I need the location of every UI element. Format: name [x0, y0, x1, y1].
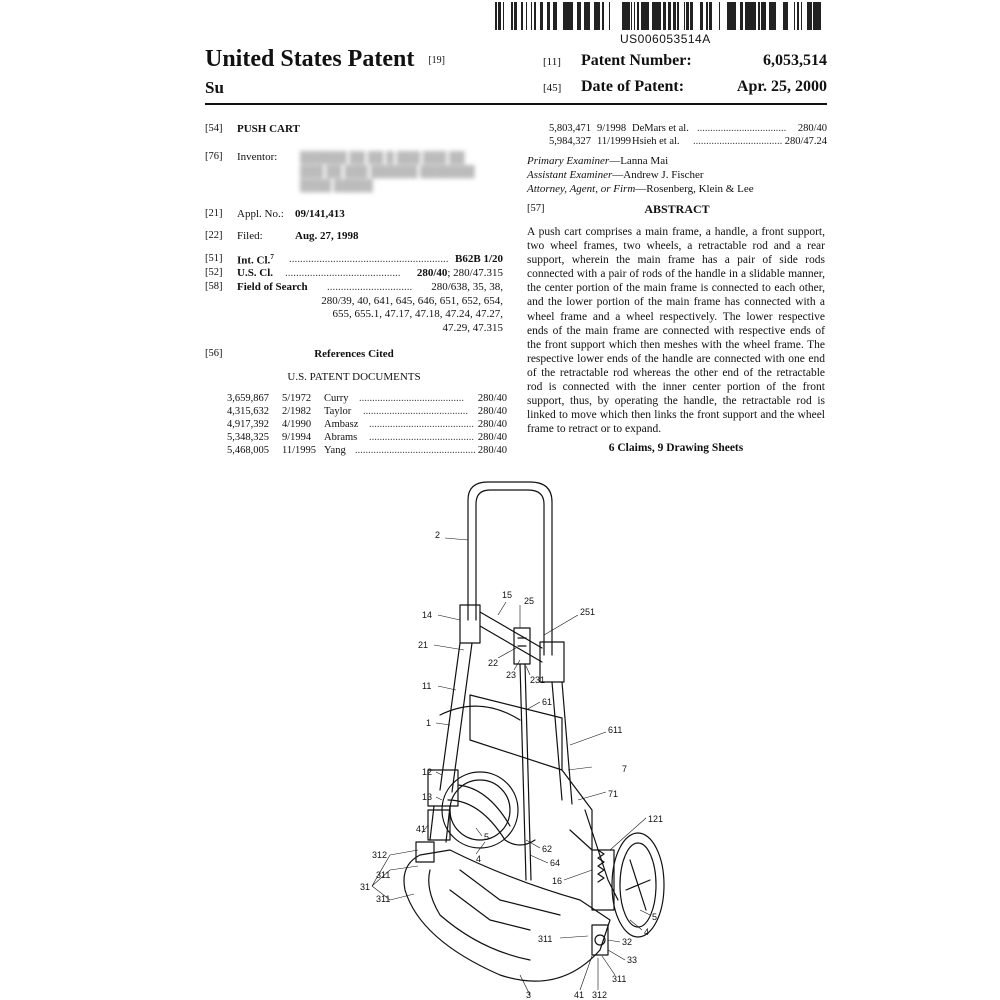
reference-row: 5,984,327 11/1999 Hsieh et al. .................................. 280/47.24 [549, 136, 827, 147]
fos-label: Field of Search [237, 281, 308, 293]
svg-text:71: 71 [608, 789, 619, 799]
svg-text:41: 41 [416, 824, 427, 834]
patent-number-label: Patent Number: [581, 52, 692, 69]
svg-text:22: 22 [488, 658, 499, 668]
abstract-heading-row [527, 202, 827, 214]
reference-row: 4,315,632 2/1982 Taylor ........................................ 280/40 [227, 406, 507, 417]
svg-text:32: 32 [622, 937, 633, 947]
fos-code: [58] [205, 281, 223, 292]
patent-number-row [543, 52, 827, 72]
primary-examiner: Primary Examiner—Lanna Mai [527, 155, 669, 167]
inventor-surname: Su [205, 78, 224, 97]
svg-text:25: 25 [524, 596, 535, 606]
svg-text:251: 251 [580, 607, 596, 617]
svg-text:33: 33 [627, 955, 638, 965]
uscl-value: 280/40; 280/47.315 [416, 267, 503, 279]
svg-text:64: 64 [550, 858, 561, 868]
svg-text:7: 7 [622, 764, 628, 774]
attorney: Attorney, Agent, or Firm—Rosenberg, Klein & Lee [527, 183, 754, 195]
header-rule [205, 103, 827, 105]
svg-text:311: 311 [538, 934, 553, 944]
abstract-code: [57] [527, 203, 545, 214]
title-text: United States Patent [205, 46, 415, 72]
intcl-code: [51] [205, 253, 223, 264]
svg-text:311: 311 [612, 974, 627, 984]
date-value: Apr. 25, 2000 [736, 78, 827, 95]
intcl-value: B62B 1/20 [455, 253, 503, 265]
svg-text:13: 13 [422, 792, 433, 802]
svg-text:31: 31 [360, 882, 371, 892]
svg-text:5: 5 [652, 912, 658, 922]
svg-text:2: 2 [435, 530, 441, 540]
svg-text:1: 1 [426, 718, 432, 728]
uscl-dots: .......................................... [285, 267, 401, 279]
svg-text:23: 23 [506, 670, 517, 680]
patent-title-heading [205, 46, 445, 73]
svg-text:14: 14 [422, 610, 433, 620]
svg-text:62: 62 [542, 844, 553, 854]
svg-text:312: 312 [592, 990, 608, 1000]
references-heading: References Cited [314, 348, 394, 360]
svg-text:12: 12 [422, 767, 433, 777]
invention-title: PUSH CART [237, 123, 300, 135]
svg-text:15: 15 [502, 590, 513, 600]
svg-text:21: 21 [418, 640, 429, 650]
inventor-code: [76] [205, 151, 223, 162]
filed-code: [22] [205, 230, 223, 241]
date-label: Date of Patent: [581, 78, 685, 95]
push-cart-drawing [330, 470, 690, 1000]
date-code: [45] [543, 82, 562, 94]
svg-text:5: 5 [484, 832, 490, 842]
reference-row: 5,468,005 11/1995 Yang .............................................. 280/40 [227, 445, 507, 456]
patent-number-value: 6,053,514 [763, 52, 827, 69]
svg-text:311: 311 [376, 870, 391, 880]
uscl-label: U.S. Cl. [237, 267, 274, 279]
svg-text:16: 16 [552, 876, 563, 886]
svg-text:231: 231 [530, 675, 546, 685]
reference-row: 5,348,325 9/1994 Abrams ........................................ 280/40 [227, 432, 507, 443]
examiners-block [527, 154, 754, 196]
barcode-image [495, 2, 830, 30]
svg-text:41: 41 [574, 990, 585, 1000]
fos-values: 280/638, 35, 38, 280/39, 40, 641, 645, 646, 651, 652, 654, 655, 655.1, 47.17, 47.18, 47.24, 47.27, 47.29, 47.315 [321, 281, 503, 334]
reference-row: 3,659,867 5/1972 Curry ........................................ 280/40 [227, 393, 507, 404]
fos-dots: ............................... [327, 281, 413, 293]
patent-number-code: [11] [543, 56, 561, 68]
us-patent-docs-heading: U.S. PATENT DOCUMENTS [287, 371, 421, 383]
abstract-text: A push cart comprises a main frame, a handle, a front support, two wheel frames, two wheels, a retractable rod and a rear support, wherein the main frame has a pair of side rods connected with a pair of rods of the handle in a slidable manner, the center portion of the main frame is connected to each other, and the lower portion of the main frame has connected with a wheel frame and a wheel respectively. The lower respective ends of the main frame are connected with respective ends of the front support which then meshes with the wheel frame. The respective lower ends of the handle are connected with one end of the retractable rod whereas the other end of the retractable rod is connected with the inner center portion of the front support, thus, by operating the handle, the retractable rod is linked to move which then links the front support and the wheel frame to retract or to expand. [527, 226, 825, 436]
filed-label: Filed: [237, 230, 263, 242]
abstract-heading: ABSTRACT [644, 202, 710, 216]
reference-row: 5,803,471 9/1998 DeMars et al. .................................. 280/40 [549, 123, 827, 134]
intcl-dots: .......................................................... [289, 253, 449, 265]
uscl-code: [52] [205, 267, 223, 278]
filed-date: Aug. 27, 1998 [295, 230, 359, 242]
svg-text:311: 311 [376, 894, 391, 904]
svg-text:61: 61 [542, 697, 553, 707]
svg-text:312: 312 [372, 850, 388, 860]
intcl-label: Int. Cl.$^7$ [237, 253, 274, 267]
redacted-inventor-info: ██████ ██ ██ █ ███ ███ ██ ███ ██ ███ ██████ ███████ ████ █████ [300, 152, 475, 192]
appl-label: Appl. No.: [237, 208, 284, 220]
inventor-label: Inventor: [237, 151, 278, 163]
title-field-code: [54] [205, 123, 223, 134]
document-number: US006053514A [620, 32, 711, 46]
date-row [543, 78, 827, 98]
svg-text:611: 611 [608, 725, 623, 735]
appl-number: 09/141,413 [295, 208, 345, 220]
title-code: [19] [428, 54, 445, 66]
claims-count: 6 Claims, 9 Drawing Sheets [608, 442, 744, 454]
svg-text:4: 4 [644, 927, 650, 937]
svg-text:4: 4 [476, 854, 482, 864]
references-code: [56] [205, 348, 223, 359]
assistant-examiner: Assistant Examiner—Andrew J. Fischer [527, 169, 704, 181]
svg-text:11: 11 [422, 681, 432, 691]
svg-text:121: 121 [648, 814, 664, 824]
appl-code: [21] [205, 208, 223, 219]
svg-text:3: 3 [526, 990, 532, 1000]
reference-row: 4,917,392 4/1990 Ambasz ........................................ 280/40 [227, 419, 507, 430]
